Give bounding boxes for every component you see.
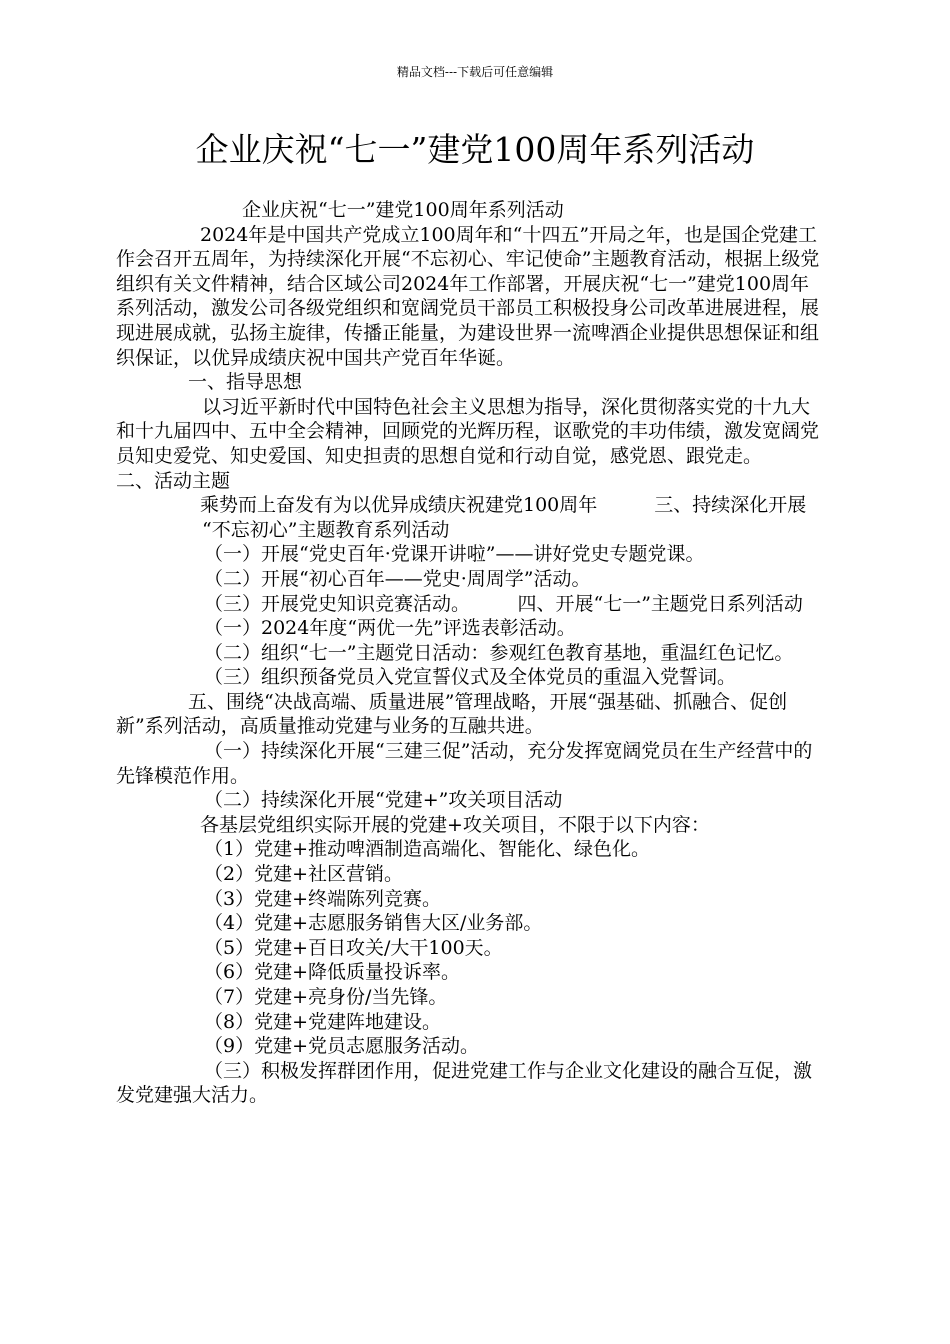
list-item: （二）持续深化开展“党建+”攻关项目活动 — [204, 789, 563, 812]
list-item: （三）组织预备党员入党宣誓仪式及全体党员的重温入党誓词。 — [204, 666, 737, 689]
section-heading: 五、围绕“决战高端、质量进展”管理战略，开展“强基础、抓融合、促创新”系列活动，高质量推动党建与业务的互融共进。 — [116, 690, 788, 738]
section-heading: 一、指导思想 — [188, 371, 303, 394]
paragraph: 各基层党组织实际开展的党建+攻关项目，不限于以下内容： — [200, 813, 710, 836]
paragraph: 乘势而上奋发有为以优异成绩庆祝建党100周年 三、持续深化开展 — [200, 494, 807, 517]
list-item: （三）积极发挥群团作用，促进党建工作与企业文化建设的融合互促，激发党建强大活力。 — [116, 1059, 813, 1107]
page-title: 企业庆祝“七一”建党100周年系列活动 — [195, 130, 755, 169]
document-body — [116, 198, 826, 1108]
list-item: （一）持续深化开展“三建三促”活动，充分发挥宽阔党员在生产经营中的先锋模范作用。 — [116, 740, 813, 787]
list-item: （三）开展党史知识竞赛活动。 四、开展“七一”主题党日系列活动 — [204, 592, 803, 615]
list-item: （一）开展“党史百年·党课开讲啦”——讲好党史专题党课。 — [204, 543, 705, 566]
paragraph: “不忘初心”主题教育系列活动 — [202, 518, 450, 541]
paragraph: 企业庆祝“七一”建党100周年系列活动 — [242, 199, 564, 221]
list-item: （一）2024年度“两优一先”评选表彰活动。 — [204, 617, 576, 640]
list-item: （1）党建+推动啤酒制造高端化、智能化、绿色化。 — [204, 838, 651, 861]
list-item: （4）党建+志愿服务销售大区/业务部。 — [204, 912, 543, 935]
list-item: （二）组织“七一”主题党日活动：参观红色教育基地，重温红色记忆。 — [204, 641, 794, 664]
list-item: （2）党建+社区营销。 — [204, 863, 404, 886]
list-item: （9）党建+党员志愿服务活动。 — [204, 1035, 480, 1058]
list-item: （6）党建+降低质量投诉率。 — [204, 961, 461, 984]
paragraph: 以习近平新时代中国特色社会主义思想为指导，深化贯彻落实党的十九大和十九届四中、五中全会精神，回顾党的光辉历程，讴歌党的丰功伟绩，激发宽阔党员知史爱党、知史爱国、知史担责的思想自觉和行动自觉，感党恩、跟党走。 二、活动主题 — [116, 395, 820, 492]
list-item: （7）党建+亮身份/当先锋。 — [204, 986, 448, 1008]
list-item: （8）党建+党建阵地建设。 — [204, 1010, 442, 1033]
list-item: （二）开展“初心百年——党史·周周学”活动。 — [204, 567, 591, 590]
list-item: （3）党建+终端陈列竞赛。 — [204, 887, 442, 910]
paragraph: 2024年是中国共产党成立100周年和“十四五”开局之年，也是国企党建工作会召开五周年，为持续深化开展“不忘初心、牢记使命”主题教育活动，根据上级党组织有关文件精神，结合区域公司2024年工作部署，开展庆祝“七一”建党100周年系列活动，激发公司各级党组织和宽阔党员干部员工积极投身公司改革进展进程，展现进展成就，弘扬主旋律，传播正能量，为建设世界一流啤酒企业提供思想保证和组织保证，以优异成绩庆祝中国共产党百年华诞。 — [116, 223, 820, 369]
list-item: （5）党建+百日攻关/大干100天。 — [204, 936, 503, 959]
header-note: 精品文档---下载后可任意编辑 — [396, 65, 554, 79]
